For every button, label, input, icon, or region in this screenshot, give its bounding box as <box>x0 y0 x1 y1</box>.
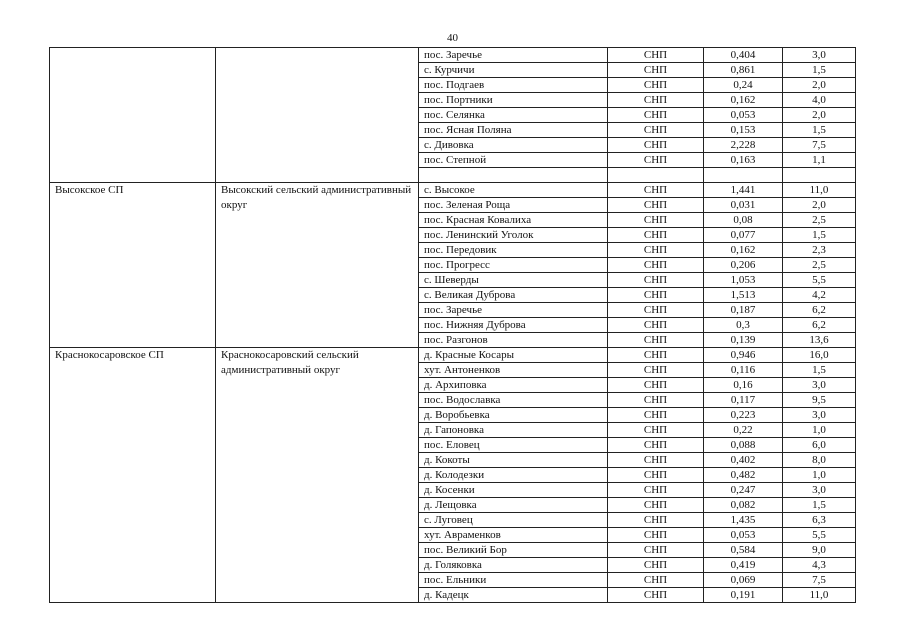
distance-value-cell: 1,0 <box>783 468 856 483</box>
settlement-name-cell: пос. Передовик <box>419 243 608 258</box>
settlement-type-cell: СНП <box>608 213 704 228</box>
settlement-type-cell: СНП <box>608 303 704 318</box>
settlement-type-cell: СНП <box>608 573 704 588</box>
settlement-type-cell: СНП <box>608 408 704 423</box>
area-value-cell: 0,163 <box>704 153 783 168</box>
settlement-name-cell: пос. Селянка <box>419 108 608 123</box>
area-value-cell: 0,16 <box>704 378 783 393</box>
settlement-type-cell: СНП <box>608 48 704 63</box>
distance-value-cell: 6,3 <box>783 513 856 528</box>
settlement-name-cell: д. Кадецк <box>419 588 608 603</box>
distance-value-cell: 4,0 <box>783 93 856 108</box>
distance-value-cell: 4,3 <box>783 558 856 573</box>
distance-value-cell: 5,5 <box>783 528 856 543</box>
distance-value-cell: 11,0 <box>783 183 856 198</box>
area-value-cell: 0,223 <box>704 408 783 423</box>
table-row <box>50 183 856 198</box>
distance-value-cell: 2,3 <box>783 243 856 258</box>
settlement-name-cell: с. Дивовка <box>419 138 608 153</box>
settlement-name-cell: д. Колодезки <box>419 468 608 483</box>
area-value-cell: 0,053 <box>704 108 783 123</box>
distance-value-cell: 3,0 <box>783 48 856 63</box>
settlement-name-cell: с. Высокое <box>419 183 608 198</box>
area-value-cell: 0,082 <box>704 498 783 513</box>
settlement-type-cell: СНП <box>608 78 704 93</box>
settlement-name-cell: хут. Авраменков <box>419 528 608 543</box>
table-row <box>50 348 856 363</box>
distance-value-cell: 9,5 <box>783 393 856 408</box>
distance-value-cell: 1,0 <box>783 423 856 438</box>
settlement-type-cell: СНП <box>608 498 704 513</box>
settlement-type-cell: СНП <box>608 198 704 213</box>
settlement-type-cell: СНП <box>608 333 704 348</box>
distance-value-cell: 2,5 <box>783 258 856 273</box>
settlement-name-cell: пос. Разгонов <box>419 333 608 348</box>
distance-value-cell: 11,0 <box>783 588 856 603</box>
settlement-name-cell: с. Курчичи <box>419 63 608 78</box>
distance-value-cell: 2,0 <box>783 198 856 213</box>
empty-cell <box>783 168 856 183</box>
settlement-name-cell: д. Кокоты <box>419 453 608 468</box>
area-value-cell: 0,22 <box>704 423 783 438</box>
area-value-cell: 0,206 <box>704 258 783 273</box>
settlement-name-cell: пос. Зеленая Роща <box>419 198 608 213</box>
settlement-name-cell: д. Лещовка <box>419 498 608 513</box>
area-value-cell: 0,861 <box>704 63 783 78</box>
distance-value-cell: 6,0 <box>783 438 856 453</box>
district-cell <box>50 48 216 183</box>
okrug-cell <box>216 48 419 183</box>
settlement-name-cell: д. Гапоновка <box>419 423 608 438</box>
okrug-cell: Краснокосаровский сельский административный округ <box>216 348 419 603</box>
settlement-type-cell: СНП <box>608 153 704 168</box>
distance-value-cell: 1,1 <box>783 153 856 168</box>
area-value-cell: 1,441 <box>704 183 783 198</box>
settlement-name-cell: д. Воробьевка <box>419 408 608 423</box>
okrug-cell: Высокский сельский административный округ <box>216 183 419 348</box>
settlement-type-cell: СНП <box>608 363 704 378</box>
settlement-type-cell: СНП <box>608 393 704 408</box>
distance-value-cell: 1,5 <box>783 228 856 243</box>
distance-value-cell: 3,0 <box>783 378 856 393</box>
distance-value-cell: 2,0 <box>783 108 856 123</box>
area-value-cell: 0,088 <box>704 438 783 453</box>
settlement-type-cell: СНП <box>608 93 704 108</box>
settlement-name-cell: пос. Великий Бор <box>419 543 608 558</box>
settlement-type-cell: СНП <box>608 273 704 288</box>
settlement-type-cell: СНП <box>608 528 704 543</box>
settlement-type-cell: СНП <box>608 438 704 453</box>
area-value-cell: 0,24 <box>704 78 783 93</box>
empty-cell <box>608 168 704 183</box>
settlement-type-cell: СНП <box>608 288 704 303</box>
distance-value-cell: 1,5 <box>783 123 856 138</box>
settlement-name-cell: д. Красные Косары <box>419 348 608 363</box>
area-value-cell: 0,031 <box>704 198 783 213</box>
settlement-type-cell: СНП <box>608 468 704 483</box>
district-cell: Высокское СП <box>50 183 216 348</box>
distance-value-cell: 6,2 <box>783 303 856 318</box>
distance-value-cell: 8,0 <box>783 453 856 468</box>
settlement-type-cell: СНП <box>608 348 704 363</box>
distance-value-cell: 2,0 <box>783 78 856 93</box>
area-value-cell: 0,116 <box>704 363 783 378</box>
area-value-cell: 0,482 <box>704 468 783 483</box>
area-value-cell: 0,247 <box>704 483 783 498</box>
settlement-name-cell: д. Косенки <box>419 483 608 498</box>
settlement-name-cell: пос. Ленинский Уголок <box>419 228 608 243</box>
area-value-cell: 0,187 <box>704 303 783 318</box>
settlement-name-cell: пос. Еловец <box>419 438 608 453</box>
settlement-name-cell: пос. Ельники <box>419 573 608 588</box>
distance-value-cell: 9,0 <box>783 543 856 558</box>
area-value-cell: 0,404 <box>704 48 783 63</box>
area-value-cell: 1,053 <box>704 273 783 288</box>
distance-value-cell: 1,5 <box>783 63 856 78</box>
settlement-name-cell: хут. Антоненков <box>419 363 608 378</box>
area-value-cell: 0,191 <box>704 588 783 603</box>
area-value-cell: 0,3 <box>704 318 783 333</box>
settlement-type-cell: СНП <box>608 453 704 468</box>
settlement-name-cell: д. Голяковка <box>419 558 608 573</box>
area-value-cell: 1,435 <box>704 513 783 528</box>
area-value-cell: 0,402 <box>704 453 783 468</box>
settlement-name-cell: пос. Заречье <box>419 48 608 63</box>
settlement-type-cell: СНП <box>608 483 704 498</box>
empty-cell <box>419 168 608 183</box>
settlement-type-cell: СНП <box>608 108 704 123</box>
distance-value-cell: 1,5 <box>783 498 856 513</box>
settlement-name-cell: пос. Ясная Поляна <box>419 123 608 138</box>
area-value-cell: 0,053 <box>704 528 783 543</box>
area-value-cell: 0,162 <box>704 243 783 258</box>
distance-value-cell: 6,2 <box>783 318 856 333</box>
settlement-name-cell: пос. Подгаев <box>419 78 608 93</box>
settlement-name-cell: пос. Красная Ковалиха <box>419 213 608 228</box>
area-value-cell: 0,419 <box>704 558 783 573</box>
settlement-type-cell: СНП <box>608 63 704 78</box>
area-value-cell: 0,946 <box>704 348 783 363</box>
distance-value-cell: 16,0 <box>783 348 856 363</box>
distance-value-cell: 5,5 <box>783 273 856 288</box>
page-number: 40 <box>447 32 458 44</box>
area-value-cell: 2,228 <box>704 138 783 153</box>
area-value-cell: 0,162 <box>704 93 783 108</box>
empty-cell <box>704 168 783 183</box>
area-value-cell: 1,513 <box>704 288 783 303</box>
settlement-name-cell: пос. Водославка <box>419 393 608 408</box>
settlement-name-cell: с. Великая Дуброва <box>419 288 608 303</box>
settlement-type-cell: СНП <box>608 423 704 438</box>
distance-value-cell: 7,5 <box>783 138 856 153</box>
distance-value-cell: 4,2 <box>783 288 856 303</box>
area-value-cell: 0,584 <box>704 543 783 558</box>
settlement-name-cell: пос. Портники <box>419 93 608 108</box>
settlement-name-cell: пос. Заречье <box>419 303 608 318</box>
area-value-cell: 0,069 <box>704 573 783 588</box>
settlement-type-cell: СНП <box>608 123 704 138</box>
district-cell: Краснокосаровское СП <box>50 348 216 603</box>
settlement-type-cell: СНП <box>608 513 704 528</box>
distance-value-cell: 7,5 <box>783 573 856 588</box>
settlement-name-cell: пос. Степной <box>419 153 608 168</box>
settlement-name-cell: с. Луговец <box>419 513 608 528</box>
settlement-type-cell: СНП <box>608 378 704 393</box>
settlement-type-cell: СНП <box>608 183 704 198</box>
settlements-table <box>49 47 856 603</box>
distance-value-cell: 3,0 <box>783 408 856 423</box>
settlement-type-cell: СНП <box>608 138 704 153</box>
settlement-type-cell: СНП <box>608 258 704 273</box>
table-body <box>50 48 856 603</box>
area-value-cell: 0,08 <box>704 213 783 228</box>
distance-value-cell: 13,6 <box>783 333 856 348</box>
settlement-name-cell: пос. Нижняя Дуброва <box>419 318 608 333</box>
distance-value-cell: 2,5 <box>783 213 856 228</box>
area-value-cell: 0,117 <box>704 393 783 408</box>
area-value-cell: 0,153 <box>704 123 783 138</box>
settlement-type-cell: СНП <box>608 558 704 573</box>
settlement-type-cell: СНП <box>608 228 704 243</box>
settlement-type-cell: СНП <box>608 318 704 333</box>
settlement-name-cell: пос. Прогресс <box>419 258 608 273</box>
settlement-type-cell: СНП <box>608 588 704 603</box>
area-value-cell: 0,139 <box>704 333 783 348</box>
distance-value-cell: 3,0 <box>783 483 856 498</box>
settlement-type-cell: СНП <box>608 243 704 258</box>
settlement-name-cell: с. Шеверды <box>419 273 608 288</box>
settlement-type-cell: СНП <box>608 543 704 558</box>
distance-value-cell: 1,5 <box>783 363 856 378</box>
settlement-name-cell: д. Архиповка <box>419 378 608 393</box>
area-value-cell: 0,077 <box>704 228 783 243</box>
table-row <box>50 48 856 63</box>
